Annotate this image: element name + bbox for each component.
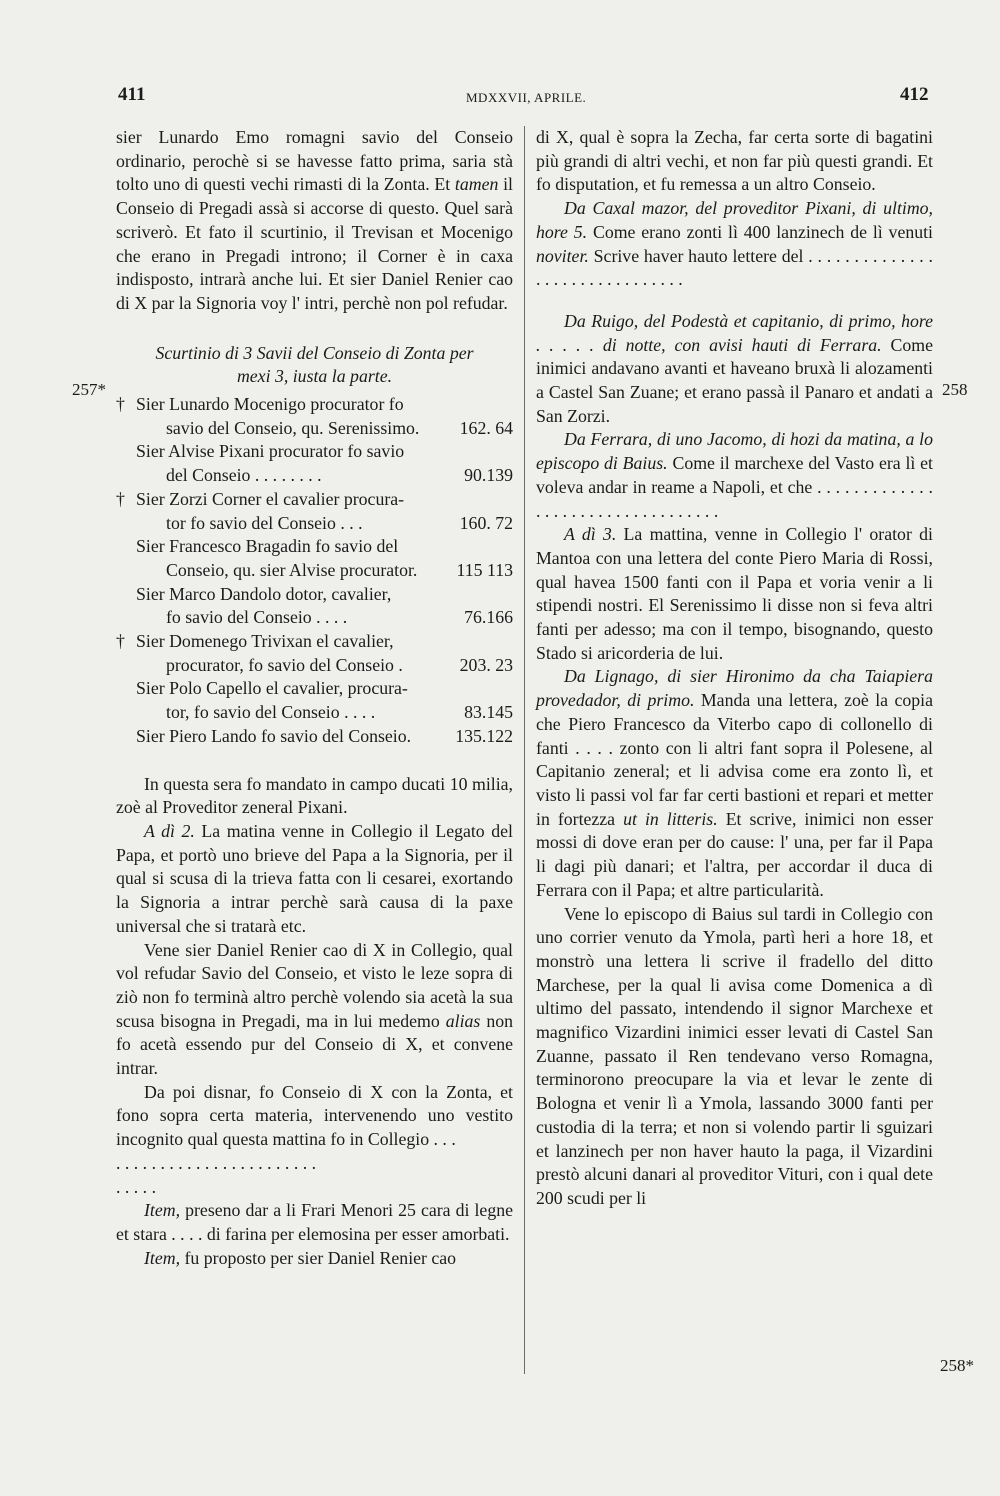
text: La matina venne in Collegio il Legato del Papa, et portò uno brieve del Papa a la Signoria, per il qual si scusa di la trieva fatta con li cesarei, exortando la Signoria a intrar perchè sarà causa di la paxe universal che si tratarà etc. [116, 820, 513, 936]
text: Manda una lettera, zoè la copia che Piero Francesco da Viterbo capo di collonello di fanti . . . . zonto con li altri fant sopra il Polesene, al Capitanio zeneral; et li advisa come era zonto lì, et visto li passi vol far far certi bastioni et repari et metter in fortezza [536, 690, 933, 829]
italic-text: Da Ruigo, del Podestà et capitanio, di primo, hore . . . . . di notte, con avisi hauti di Ferrara. [536, 310, 933, 355]
elected-cross-mark: † [116, 631, 125, 652]
vote-entry [116, 630, 513, 677]
text: il Conseio di Pregadi assà si accorse di questo. Quel sarà scriverò. Et fato il scurtinio, il Trevisan et Mocenigo che erano in Pregadi introno; il Corner è in caxa indisposto, intrarà anche lui. Et sier Daniel Renier cao di X par la Signoria voy l' intri, perchè non pol refudar. [116, 174, 513, 313]
vote-entry [116, 393, 513, 440]
vote-list [116, 393, 513, 749]
page-number-right: 412 [900, 84, 929, 105]
running-header: MDXXVII, APRILE. [466, 90, 587, 105]
right-column [536, 126, 933, 1211]
right-paragraph-4 [536, 428, 933, 523]
candidate-name: Sier Lunardo Mocenigo procurator fo [136, 394, 404, 415]
right-paragraph-6 [536, 665, 933, 902]
left-column [116, 126, 513, 1270]
vote-count: 115 113 [456, 559, 513, 580]
candidate-name: Sier Domenego Trivixan el cavalier, [136, 631, 394, 652]
vote-entry-line-1 [116, 725, 513, 749]
elected-cross-mark: † [116, 488, 125, 509]
text: non fo acetà essendo pur del Conseio di X, et convene intrar. [116, 1010, 514, 1079]
date-label: A dì 3. [564, 524, 617, 545]
left-paragraph-7 [116, 1247, 513, 1271]
right-paragraph-2 [536, 197, 933, 292]
vote-entry-line-2 [116, 606, 513, 630]
vote-count: 162. 64 [459, 417, 513, 438]
left-paragraph-5: Da poi disnar, fo Conseio di X con la Zonta, et fono sopra certa materia, intervenendo uno vestito incognito qual questa mattina fo in Collegio . . . [116, 1081, 513, 1150]
vote-entry-line-1 [116, 583, 513, 607]
italic-text: Item, [144, 1247, 181, 1268]
text: fu proposto per sier Daniel Renier cao [184, 1247, 457, 1268]
text: sier Lunardo Emo romagni savio del Conseio ordinario, perochè si se havesse fatto prima, saria stà tolto uno di questi vechi rimasti di la Zonta. Et [116, 127, 513, 195]
text: preseno dar a li Frari Menori 25 cara di legne et stara . . . . di farina per elemosina per esser amorbati. [116, 1200, 513, 1244]
ellipsis-line: . . . . . [116, 1176, 157, 1197]
italic-text: Item, [144, 1200, 181, 1221]
vote-count: 160. 72 [459, 512, 513, 533]
candidate-title: Conseio, qu. sier Alvise procurator. [166, 559, 418, 580]
vote-entry [116, 583, 513, 630]
vote-entry [116, 677, 513, 724]
vote-count: 76.166 [464, 607, 513, 628]
text: Come il marchexe del Vasto era lì et voleva andar in reame a Napoli, et che . . . . . . . . . . . . . . . . . . . . . . . . . . . . . . . . . . [536, 453, 933, 521]
right-paragraph-1: di X, qual è sopra la Zecha, far certa sorte di bagatini più grandi di altri vechi, et non far più questi grandi. Et fo disputation, et fu remessa a un altro Conseio. [536, 127, 933, 195]
vote-entry-line-1 [116, 488, 513, 512]
date-label: A dì 2. [144, 820, 195, 841]
text: La mattina, venne in Collegio l' orator di Mantoa con una lettera del conte Piero Maria di Rossi, qual havea 1500 fanti con il Papa et voria venir a li stipendi nostri. El Serenissimo li disse non si feva altri fanti per adesso; ma con il tempo, bisognando, questo Stado si aricorderia de lui. [536, 524, 933, 663]
vote-entry-line-2 [116, 464, 513, 488]
vote-count: 90.139 [464, 465, 513, 486]
right-paragraph-5 [536, 523, 933, 665]
left-paragraph-1 [116, 126, 513, 316]
right-paragraph-7: Vene lo episcopo di Baius sul tardi in Collegio con uno corrier venuto da Ymola, partì heri a hore 18, et monstrò una lettera li scrive il fradello del ditto Marchese, per la qual li avisa come Domenica a dì ultimo del passato, intendendo il signor Marchexe et magnifico Vizardini inimici esser levati di Castel San Zuanne, passato il Ren tendevano verso Romagna, terminorono preocupare la via et levar le zente di Bologna et venir lì a Ymola, lassando 3000 fanti per custodia di la terra; et non si volendo partir li sguizari et lanzinech per non haver hauto la paga, il Vizardini prestò alcuni danari al proveditor Vituri, con i qual dete 200 scudi per li [536, 903, 933, 1208]
italic-text: tamen [454, 174, 499, 195]
title-line-2: mexi 3, iusta la parte. [236, 366, 393, 387]
vote-entry-line-1 [116, 677, 513, 701]
candidate-title: savio del Conseio, qu. Serenissimo. [166, 417, 420, 438]
italic-text: noviter. [536, 245, 589, 266]
vote-entry [116, 535, 513, 582]
candidate-name: Sier Marco Dandolo dotor, cavalier, [136, 583, 392, 604]
italic-text: Da Ferrara, di uno Jacomo, di hozi da matina, a lo episcopo di Baius. [536, 429, 933, 474]
candidate-title: del Conseio . . . . . . . . [166, 465, 322, 486]
candidate-name: Sier Polo Capello el cavalier, procura- [136, 678, 408, 699]
candidate-name: Sier Francesco Bragadin fo savio del [136, 536, 399, 557]
vote-entry-line-2 [116, 654, 513, 678]
italic-text: ut in litteris. [623, 808, 718, 829]
margin-note-right-bottom: 258* [940, 1356, 974, 1375]
margin-note-right-top: 258 [942, 380, 968, 399]
text: Vene sier Daniel Renier cao di X in Collegio, qual vol refudar Savio del Conseio, et visto le leze sopra di ziò non fo terminà altro perchè volendo sia acetà la sua scusa bisogna in Pregadi, ma in lui medemo [116, 939, 513, 1031]
vote-entry-line-2 [116, 559, 513, 583]
text: Et scrive, inimici non esser mossi di dove eran per do cause: l' una, per far il Papa li dagi più danari; et l'altra, per accordar il duca di Ferrara con il Papa; et altre particularità. [536, 808, 934, 900]
candidate-title: tor fo savio del Conseio . . . [166, 512, 363, 533]
candidate-title: tor, fo savio del Conseio . . . . [166, 702, 376, 723]
vote-entry-line-2 [116, 417, 513, 441]
italic-text: alias [445, 1010, 481, 1031]
candidate-title: fo savio del Conseio . . . . [166, 607, 348, 628]
vote-entry-line-2 [116, 512, 513, 536]
ellipsis-line: . . . . . . . . . . . . . . . . . . . . . . . [116, 1152, 317, 1173]
vote-entry-line-2 [116, 701, 513, 725]
left-paragraph-6 [116, 1199, 513, 1246]
title-line-1: Scurtinio di 3 Savii del Conseio di Zonta per [155, 342, 474, 363]
vote-entry [116, 488, 513, 535]
italic-text: Da Lignago, di sier Hironimo da cha Taiapiera provedador, di primo. [536, 666, 933, 711]
elected-cross-mark [116, 725, 136, 749]
page-number-left: 411 [118, 84, 146, 105]
vote-entry-line-1 [116, 535, 513, 559]
candidate-name: Sier Zorzi Corner el cavalier procura- [136, 488, 405, 509]
section-title [116, 342, 513, 389]
vote-count: 135.122 [455, 725, 513, 746]
vote-count: 203. 23 [459, 654, 513, 675]
right-paragraph-3 [536, 310, 933, 429]
margin-note-left: 257* [72, 380, 106, 399]
candidate-name: Sier Alvise Pixani procurator fo savio [136, 441, 405, 462]
elected-cross-mark: † [116, 394, 125, 415]
text: Come inimici andavano avanti et haveano bruxà li alozamenti a Castel San Zuane; et erano passà il Panaro et andati a San Zorzi. [536, 334, 933, 426]
vote-entry-line-1 [116, 440, 513, 464]
left-paragraph-2: In questa sera fo mandato in campo ducati 10 milia, zoè al Proveditor zeneral Pixani. [116, 773, 513, 818]
vote-count: 83.145 [464, 702, 513, 723]
left-paragraph-3 [116, 820, 513, 939]
candidate-name: Sier Piero Lando fo savio del Conseio. [136, 725, 412, 746]
vote-entry [116, 725, 513, 749]
column-divider [524, 126, 525, 1374]
vote-entry-line-1 [116, 393, 513, 417]
text: Come erano zonti lì 400 lanzinech de lì venuti [592, 221, 934, 242]
vote-entry [116, 440, 513, 487]
vote-entry-line-1 [116, 630, 513, 654]
left-paragraph-4 [116, 939, 513, 1081]
italic-text: Da Caxal mazor, del proveditor Pixani, di ultimo, hore 5. [536, 198, 933, 242]
text: Scrive haver hauto lettere del . . . . . . . . . . . . . . . . . . . . . . . . . . . . . . . [536, 245, 933, 290]
candidate-title: procurator, fo savio del Conseio . [166, 654, 403, 675]
